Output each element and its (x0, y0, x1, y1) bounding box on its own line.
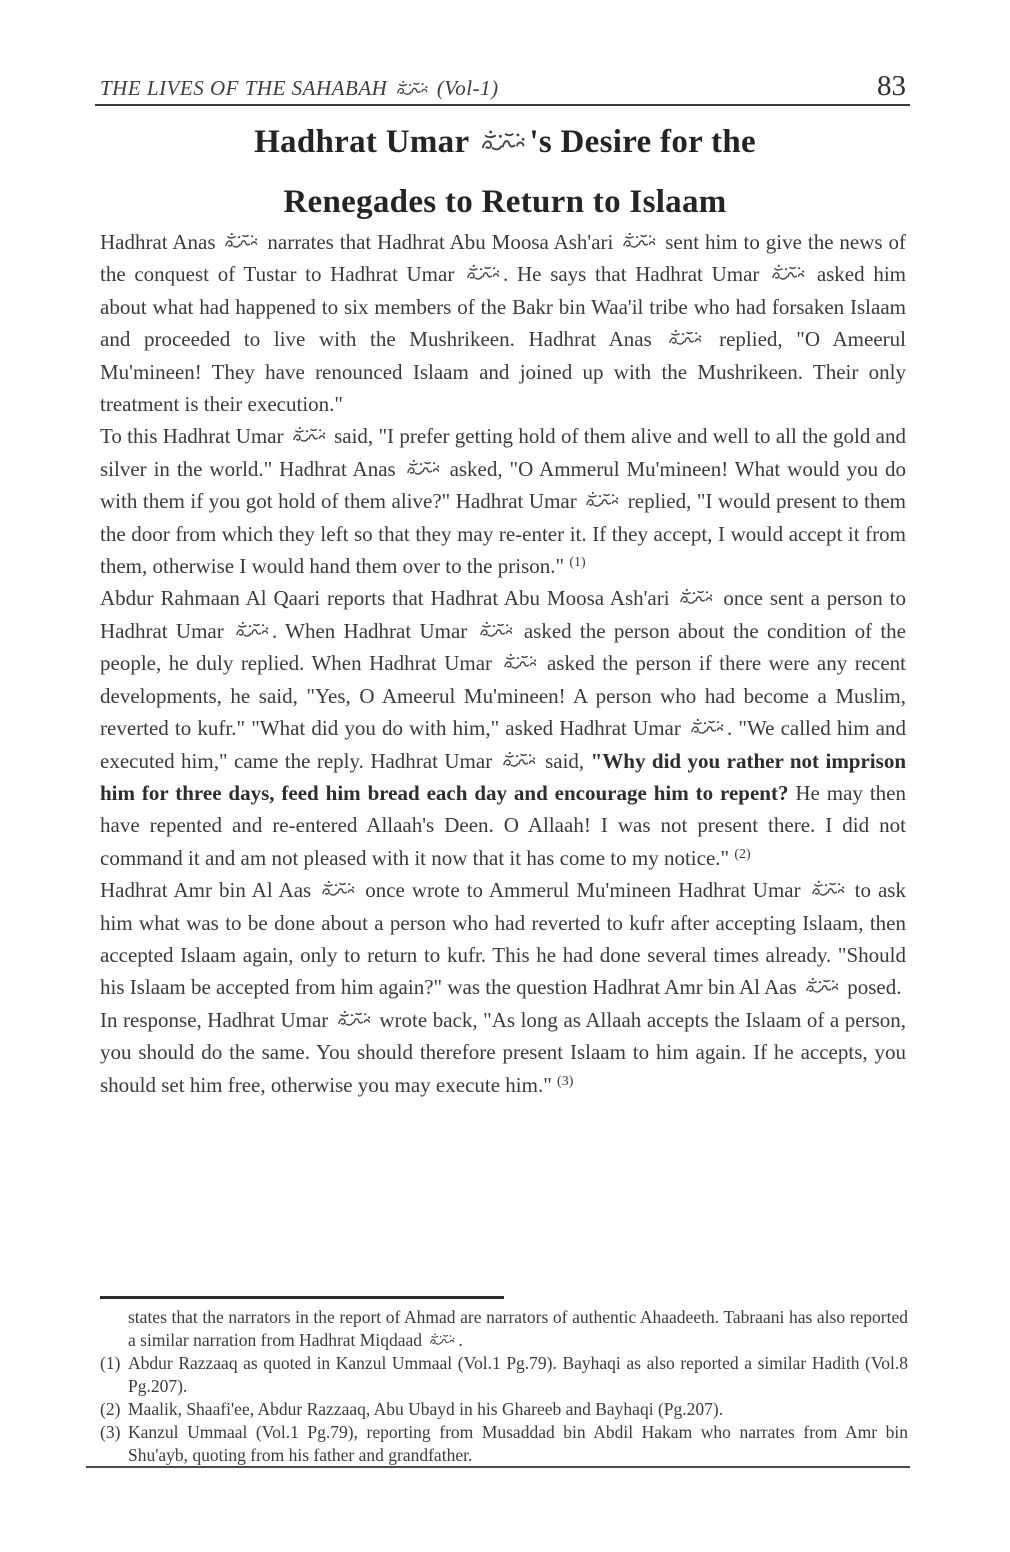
text-run: "Why did you rather not imprison him for three days, feed him bread each day and encourage him to repent? (100, 748, 906, 805)
chapter-title-line-1 (0, 124, 1010, 160)
radiallahu-anhu-icon (478, 620, 514, 641)
text-run: Hadhrat Amr bin Al Aas once wrote to Ammerul Mu'mineen Hadhrat Umar to ask him what was to be done about a person who had reverted to kufr after accepting Islaam, then accepted Islaam again, only to return to kufr. This he had done several times already. "Should his Islaam be accepted from him again?" was the question Hadhrat Amr bin Al Aas posed. (100, 878, 906, 1000)
footnote-3 (100, 1421, 908, 1467)
radiallahu-anhu-icon (810, 879, 846, 900)
text-run: He may then have repented and re-entered Allaah's Deen. O Allaah! I was not present there. I did not command it and am not pleased with it now that it has come to my notice." (100, 780, 906, 870)
paragraph-5 (100, 1004, 906, 1101)
radiallahu-anhu-icon (405, 458, 441, 479)
radiallahu-anhu-icon (336, 1009, 372, 1030)
footnote-1-text: Abdur Razzaaq as quoted in Kanzul Ummaal (Vol.1 Pg.79). Bayhaqi as also reported a similar Hadith (Vol.8 Pg.207). (128, 1353, 908, 1396)
footnote-reference: (3) (557, 1073, 574, 1089)
footnote-2-marker: (2) (100, 1399, 121, 1419)
radiallahu-anhu-icon (234, 620, 270, 641)
footnotes (100, 1306, 908, 1467)
radiallahu-anhu-icon (479, 128, 527, 156)
footnote-reference: (2) (734, 846, 751, 862)
footnote-separator-rule (100, 1296, 504, 1299)
footnote-2-text: Maalik, Shaafi'ee, Abdur Razzaaq, Abu Ubayd in his Ghareeb and Bayhaqi (Pg.207). (128, 1399, 724, 1419)
radiallahu-anhu-icon (689, 717, 725, 738)
text-run: To this Hadhrat Umar said, "I prefer getting hold of them alive and well to all the gold and silver in the world." Hadhrat Anas asked, "O Ammerul Mu'mineen! What would you do with them if you got hold of them alive?" Hadhrat Umar replied, "I would present to them the door from which they left so that they may re-enter it. If they accept, I would accept it from them, otherwise I would hand them over to the prison." (100, 424, 906, 579)
body-text (100, 226, 906, 1101)
footnote-3-text: Kanzul Ummaal (Vol.1 Pg.79), reporting from Musaddad bin Abdil Hakam who narrates from Amr bin Shu'ayb, quoting from his father and grandfather. (128, 1422, 908, 1465)
radiallahu-anhu-icon (667, 328, 703, 349)
radiallahu-anhu-icon (804, 976, 840, 997)
radiallahu-anhu-icon (291, 425, 327, 446)
radiallahu-anhu-icon (428, 1332, 456, 1348)
header-rule (95, 104, 910, 106)
paragraph-1 (100, 226, 906, 420)
footnote-2 (100, 1398, 908, 1421)
radiallahu-anhu-icon (320, 879, 356, 900)
text-run: Renegades to Return to Islaam (283, 184, 727, 220)
text-run: states that the narrators in the report of Ahmad are narrators of authentic Ahaadeeth. Tabraani has also reported a similar narration from Hadhrat Miqdaad . (128, 1307, 908, 1350)
radiallahu-anhu-icon (395, 79, 429, 99)
chapter-title (0, 124, 1010, 220)
radiallahu-anhu-icon (678, 587, 714, 608)
radiallahu-anhu-icon (223, 231, 259, 252)
text-run: Hadhrat Umar 's Desire for the (254, 124, 756, 160)
footnote-1-marker: (1) (100, 1353, 121, 1373)
radiallahu-anhu-icon (465, 263, 501, 284)
text-run: Abdur Rahmaan Al Qaari reports that Hadhrat Abu Moosa Ash'ari once sent a person to Hadhrat Umar . When Hadhrat Umar asked the person about the condition of the people, he duly replied. When Hadhrat Umar asked the person if there were any recent developments, he said, "Yes, O Ameerul Mu'mineen! A person who had become a Muslim, reverted to kufr." "What did you do with him," asked Hadhrat Umar . "We called him and executed him," came the reply. Hadhrat Umar said, (100, 586, 906, 773)
radiallahu-anhu-icon (621, 231, 657, 252)
radiallahu-anhu-icon (501, 750, 537, 771)
radiallahu-anhu-icon (502, 652, 538, 673)
footnote-3-marker: (3) (100, 1422, 121, 1442)
paragraph-2 (100, 420, 906, 582)
text-run: THE LIVES OF THE SAHABAH (Vol-1) (100, 76, 499, 100)
text-run: Hadhrat Anas narrates that Hadhrat Abu Moosa Ash'ari sent him to give the news of the conquest of Tustar to Hadhrat Umar . He says that Hadhrat Umar asked him about what had happened to six members of the Bakr bin Waa'il tribe who had forsaken Islaam and proceeded to live with the Mushrikeen. Hadhrat Anas replied, "O Ameerul Mu'mineen! They have renounced Islaam and joined up with the Mushrikeen. Their only treatment is their execution." (100, 230, 907, 417)
radiallahu-anhu-icon (584, 490, 620, 511)
footnote-reference: (1) (569, 555, 586, 571)
paragraph-4 (100, 874, 906, 1004)
footnote-continuation (100, 1306, 908, 1352)
radiallahu-anhu-icon (770, 263, 806, 284)
footnote-1 (100, 1352, 908, 1398)
text-run: In response, Hadhrat Umar wrote back, "As long as Allaah accepts the Islaam of a person, you should do the same. You should therefore present Islaam to him again. If he accepts, you should set him free, otherwise you may execute him." (100, 1007, 907, 1097)
page-number: 83 (877, 70, 906, 102)
running-header (100, 76, 499, 101)
chapter-title-line-2 (0, 184, 1010, 220)
paragraph-3 (100, 582, 906, 874)
bottom-page-rule (86, 1466, 910, 1468)
